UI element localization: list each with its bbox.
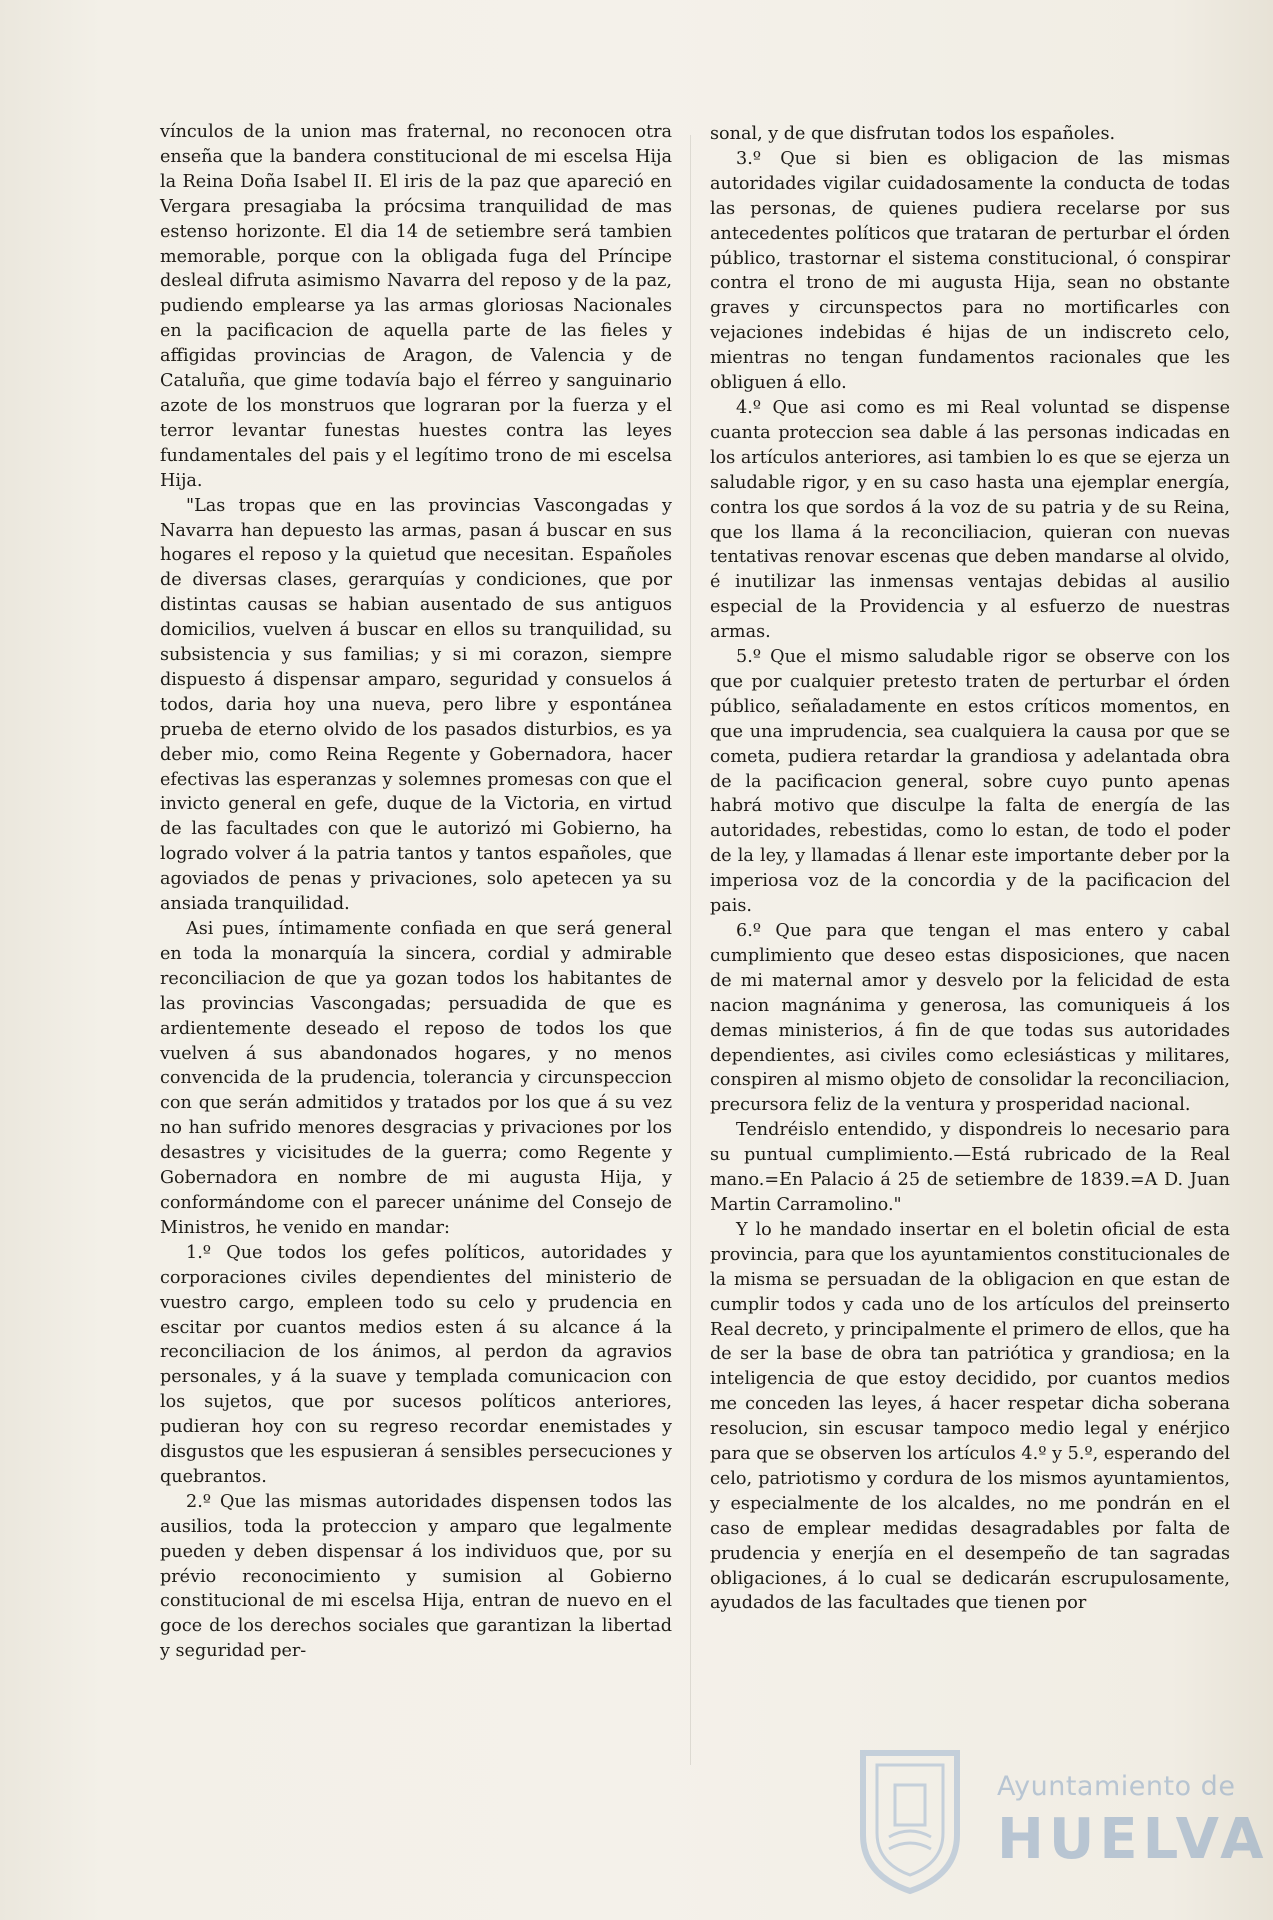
watermark-text-huelva: HUELVA <box>997 1807 1269 1872</box>
watermark-logo <box>855 1745 1269 1905</box>
signature-paragraph: Tendréislo entendido, y dispondreis lo necesario para su puntual cumplimiento.—Está rubricado de la Real mano.=En Palacio á 25 de setiembre de 1839.=A D. Juan Martin Carramolino." <box>710 1120 1230 1215</box>
watermark-text-ayuntamiento: Ayuntamiento de <box>997 1771 1236 1802</box>
paragraph: "Las tropas que en las provincias Vascongadas y Navarra han depuesto las armas, pasan á buscar en sus hogares el reposo y la quietud que necesitan. Españoles de diversas clases, gerarquías y condiciones, que por distintas causas se habian ausentado de sus antiguos domicilios, vuelven á buscar en ellos su tranquilidad, su subsistencia y sus familias; y si mi corazon, siempre dispuesto á dispensar amparo, seguridad y consuelos á todos, daria hoy una nueva, pero libre y espontánea prueba de eterno olvido de los pasados disturbios, es ya deber mio, como Reina Regente y Gobernadora, hacer efectivas las esperanzas y solemnes promesas con que el invicto general en gefe, duque de la Victoria, en virtud de las facultades con que le autorizó mi Gobierno, ha logrado volver á la patria tantos y tantos españoles, que agoviados de penas y privaciones, solo apetecen ya su ansiada tranquilidad. <box>160 495 672 915</box>
right-column <box>710 122 1230 1616</box>
paragraph: Y lo he mandado insertar en el boletin oficial de esta provincia, para que los ayuntamientos constitucionales de la misma se persuadan de la obligacion en que estan de cumplir todos y cada uno de los artículos del preinserto Real decreto, y principalmente el primero de ellos, que ha de ser la base de obra tan patriótica y grandiosa; en la inteligencia de que estoy decidido, por cuantos medios me conceden las leyes, á hacer respetar dicha soberana resolucion, sin escusar tampoco medio legal y enérjico para que se observen los artículos 4.º y 5.º, esperando del celo, patriotismo y cordura de los mismos ayuntamientos, y especialmente de los alcaldes, no me pondrán en el caso de emplear medidas desagradables por falta de prudencia y enerjía en el desempeño de tan sagradas obligaciones, á lo cual se dedicarán escrupulosamente, ayudados de las facultades que tienen por <box>710 1219 1230 1614</box>
left-column <box>160 120 672 1664</box>
coat-of-arms-icon <box>855 1745 965 1895</box>
article-3: 3.º Que si bien es obligacion de las mismas autoridades vigilar cuidadosamente la conducta de todas las personas, de quienes pudiera recelarse por sus antecedentes políticos que trataran de perturbar el órden público, trastornar el sistema constitucional, ó conspirar contra el trono de mi augusta Hija, sean no obstante graves y circunspectos para no mortificarles con vejaciones indebidas é hijas de un indiscreto celo, mientras no tengan fundamentos racionales que les obliguen á ello. <box>710 148 1230 394</box>
article-1: 1.º Que todos los gefes políticos, autoridades y corporaciones civiles dependientes del ministerio de vuestro cargo, empleen todo su celo y prudencia en escitar por cuantos medios esten á su alcance á la reconciliacion de los ánimos, al perdon da agravios personales, y á la suave y templada comunicacion con los sujetos, que por sucesos políticos anteriores, pudieran hoy con su regreso recordar enemistades y disgustos que les espusieran á sensibles persecuciones y quebrantos. <box>160 1242 672 1487</box>
article-2: 2.º Que las mismas autoridades dispensen todos las ausilios, toda la proteccion y amparo que legalmente pueden y deben dispensar á los individuos que, por su prévio reconocimiento y sumision al Gobierno constitucional de mi escelsa Hija, entran de nuevo en el goce de los derechos sociales que garantizan la libertad y seguridad per- <box>160 1491 672 1662</box>
column-divider <box>690 135 691 1765</box>
paragraph: sonal, y de que disfrutan todos los españoles. <box>710 124 1116 144</box>
article-6: 6.º Que para que tengan el mas entero y cabal cumplimiento que deseo estas disposiciones, que nacen de mi maternal amor y desvelo por la felicidad de esta nacion magnánima y generosa, las comuniqueis á los demas ministerios, á fin de que todas sus autoridades dependientes, asi civiles como eclesiásticas y militares, conspiren al mismo objeto de consolidar la reconciliacion, precursora feliz de la ventura y prosperidad nacional. <box>710 921 1230 1116</box>
article-4: 4.º Que asi como es mi Real voluntad se dispense cuanta proteccion sea dable á las personas indicadas en los artículos anteriores, asi tambien lo es que se ejerza un saludable rigor, y en su caso hasta una ejemplar energía, contra los que sordos á la voz de su patria y de su Reina, que los llama á la reconciliacion, quieran con nuevas tentativas renovar escenas que deben mandarse al olvido, é inutilizar las inmensas ventajas debidas al ausilio especial de la Providencia y al esfuerzo de nuestras armas. <box>710 397 1230 643</box>
paragraph: vínculos de la union mas fraternal, no reconocen otra enseña que la bandera constitucional de mi escelsa Hija la Reina Doña Isabel II. El iris de la paz que apareció en Vergara presagiaba la prócsima tranquilidad de mas estenso horizonte. El dia 14 de setiembre será tambien memorable, porque con la obligada fuga del Príncipe desleal difruta asimismo Navarra del reposo y de la paz, pudiendo emplearse ya las armas gloriosas Nacionales en la pacificacion de aquella parte de las fieles y affigidas provincias de Aragon, de Valencia y de Cataluña, que gime todavía bajo el férreo y sanguinario azote de los monstruos que lograran por la fuerza y el terror levantar funestas huestes contra las leyes fundamentales del pais y el legítimo trono de mi escelsa Hija. <box>160 122 672 491</box>
paragraph: Asi pues, íntimamente confiada en que será general en toda la monarquía la sincera, cordial y admirable reconciliacion de que ya gozan todos los habitantes de las provincias Vascongadas; persuadida de que es ardientemente deseado el reposo de todos los que vuelven á sus abandonados hogares, y no menos convencida de la prudencia, tolerancia y circunspeccion con que serán admitidos y tratados por los que á su vez no han sufrido menores desgracias y privaciones por los desastres y vicisitudes de la guerra; como Regente y Gobernadora en nombre de mi augusta Hija, y conformándome con el parecer unánime del Consejo de Ministros, he venido en mandar: <box>160 919 672 1238</box>
article-5: 5.º Que el mismo saludable rigor se observe con los que por cualquier pretesto traten de perturbar el órden público, señaladamente en estos críticos momentos, en que una imprudencia, sea cualquiera la causa por que se cometa, pudiera retardar la grandiosa y adelantada obra de la pacificacion general, sobre cuyo punto apenas habrá motivo que disculpe la falta de energía de las autoridades, rebestidas, como lo estan, de todo el poder de la ley, y llamadas á llenar este importante deber por la imperiosa voz de la concordia y de la pacificacion del pais. <box>710 647 1230 917</box>
